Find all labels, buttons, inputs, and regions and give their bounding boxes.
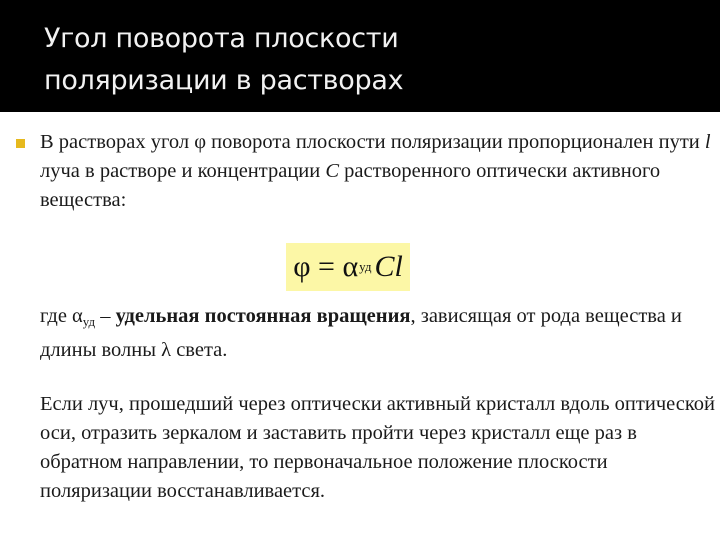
- paragraph-mirror-reflection: Если луч, прошедший через оптически активный кристалл вдоль оптической оси, отразить зеркалом и заставить пройти через кристалл еще раз в обратном направлении, то первоначальное положение плоскости поляризации восстанавливается.: [40, 393, 715, 502]
- specific-rotation-term: удельная постоянная вращения: [115, 305, 411, 327]
- concentration-symbol: C: [325, 160, 340, 182]
- lambda-symbol: λ: [161, 339, 172, 361]
- formula-cl: Cl: [374, 250, 403, 283]
- para1-text-4: растворенного оптически активного вещества:: [40, 160, 661, 211]
- title-line-2: поляризации в растворах: [44, 65, 404, 96]
- phi-symbol: φ: [194, 131, 207, 153]
- formula-alpha: α: [342, 250, 359, 283]
- para1-text-3: луча в растворе и концентрации: [40, 160, 326, 182]
- slide-title: [44, 18, 684, 102]
- title-line-1: Угол поворота плоскости: [44, 23, 399, 54]
- para2-dash: –: [95, 305, 116, 327]
- formula-phi: φ: [293, 250, 311, 283]
- para1-text-2: поворота плоскости поляризации пропорционален пути: [206, 131, 705, 153]
- alpha-subscript: уд: [82, 314, 96, 329]
- paragraph-rotation-angle: [40, 128, 720, 215]
- para2-text-3: , зависящая от рода вещества и длины волны: [40, 305, 682, 361]
- alpha-symbol: α: [72, 305, 83, 327]
- para2-text-1: где: [40, 305, 73, 327]
- square-bullet-icon: [16, 139, 25, 148]
- formula-equals: =: [310, 250, 343, 283]
- path-symbol: l: [704, 131, 711, 153]
- formula-subscript: уд: [359, 259, 372, 274]
- para1-text-1: В растворах угол: [40, 131, 195, 153]
- para2-text-4: света.: [171, 339, 228, 361]
- formula: [286, 243, 410, 291]
- paragraph-specific-rotation: [40, 302, 720, 365]
